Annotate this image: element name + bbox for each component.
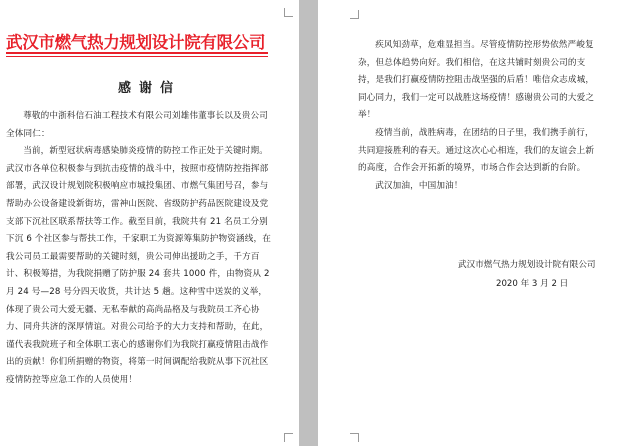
crop-mark-bottom-left [350, 433, 359, 442]
crop-mark-top-right [284, 8, 293, 17]
document-page-left [0, 0, 299, 446]
letterhead-company-name: 武汉市燃气热力规划设计院有限公司 [6, 33, 266, 52]
letter-body-right [358, 37, 602, 195]
letterhead-rule-thin [6, 56, 268, 57]
letter-paragraph: 当前，新型冠状病毒感染肺炎疫情的防控工作正处于关键时期。武汉市各单位积极参与到抗击疫情的战斗中，按照市疫情防控指挥部部署，武汉设计规划院积极响应市城投集团、市燃气集团号召，参与帮助办公设备建设新街坊，雷神山医院、省级防护药品医院建设及党支部下沉社区联系帮扶等工作。截至目前，我院共有 21 名员工分别下沉 6 个社区参与帮扶工作，千家职工为资源筹集防护物资涵线，在我公司员工最需要帮助的关键时刻，贵公司伸出援助之手，千方百计、积极筹措，为我院捐赠了防护服 24 套共 1000 件，由物资从 2 月 24 号—28 号分四天收货，共计达 5 趟。这种雪中送炭的义举，体现了贵公司大爱无疆、无私奉献的高尚品格及与我院员工齐心协力、同舟共济的深厚情谊。对贵公司给予的大力支持和帮助，在此，谨代表我院班子和全体职工衷心的感谢你们为我院打赢疫情阻击战作出的贡献！你们所捐赠的物资，将第一时间调配给我院从事下沉社区疫情防控等应急工作的人员使用！ [6, 146, 271, 385]
crop-mark-bottom-right [284, 433, 293, 442]
crop-mark-top-left [350, 10, 359, 19]
letterhead-rule-thick [6, 52, 268, 54]
letter-paragraph: 疾风知劲草，危难显担当。尽管疫情防控形势依然严峻复杂，但总体趋势向好。我们相信，在这共铺时刻贵公司的支持，是我们打赢疫情防控阻击战坚强的后盾！唯信众志成城，同心同力，我们一定可以战胜这场疫情！感谢贵公司的大爱之举！ [358, 40, 595, 121]
letter-salutation: 尊敬的中浙科信石油工程技术有限公司刘雄伟董事长以及贵公司全体同仁： [6, 111, 269, 139]
letter-title: 感谢信 [117, 81, 181, 96]
signature-date: 2020 年 3 月 2 日 [496, 279, 569, 289]
document-page-right [318, 0, 631, 446]
letter-closing: 武汉加油，中国加油！ [375, 180, 463, 191]
letter-body-left [6, 108, 274, 390]
signature-org: 武汉市燃气热力规划设计院有限公司 [458, 260, 596, 270]
letter-paragraph: 疫情当前，战胜病毒，在团结的日子里，我们携手前行，共同迎接胜利的春天。通过这次心心相连，我们的友谊会上新的高度，合作会开拓新的境界，市场合作会达到新的台阶。 [358, 127, 595, 174]
